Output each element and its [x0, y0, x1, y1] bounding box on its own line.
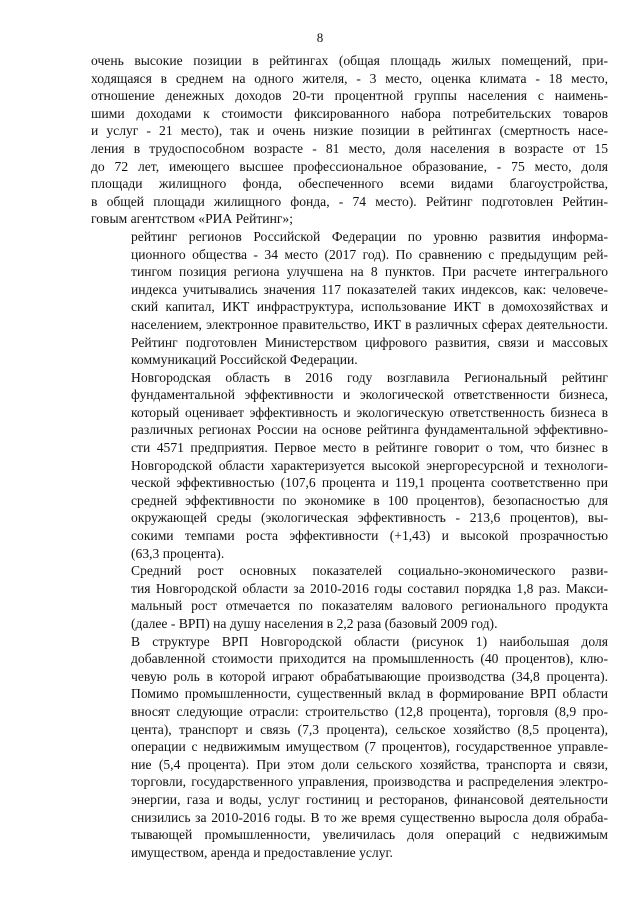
paragraph — [91, 52, 608, 228]
text-line: Новгородской области характеризуется высокой энергоресурсной и технологи- — [131, 457, 608, 473]
text-line: энергии, газа и воды, услуг гостиниц и ресторанов, финансовой деятельности — [131, 791, 608, 807]
text-line: окружающей среды (экологическая эффективность - 213,6 процентов), вы- — [131, 510, 608, 526]
text-line: Новгородская область в 2016 году возглавила Региональный рейтинг — [131, 369, 608, 385]
text-line: отношение денежных доходов 20-ти процентной группы населения с наимень- — [91, 88, 608, 104]
text-line: сокими темпами роста эффективности (+1,43) и высокой прозрачностью — [131, 528, 608, 544]
text-line: тингом позиция региона улучшена на 8 пунктов. При расчете интегрального — [131, 264, 608, 280]
text-line: торговли, государственного управления, производства и распределения электро- — [131, 774, 608, 790]
text-line: шими доходами к стоимости фиксированного набора потребительских товаров — [91, 105, 608, 121]
text-line: операции с недвижимым имуществом (7 процентов), государственное управле- — [131, 739, 608, 755]
text-line: до 72 лет, имеющего высшее профессиональное образование, - 75 место, доля — [91, 158, 608, 174]
paragraph — [91, 633, 608, 862]
text-line: рейтинг регионов Российской Федерации по уровню развития информа- — [131, 228, 608, 244]
text-line: вносят следующие отрасли: строительство (12,8 процента), торговля (8,9 про- — [131, 703, 608, 719]
text-line: коммуникаций Российской Федерации. — [131, 352, 358, 368]
text-line: фундаментальной эффективности и экологической ответственности бизнеса, — [131, 387, 608, 403]
paragraph — [91, 228, 608, 369]
text-line: средней эффективности по экономике в 100 процентов), безопасностью для — [131, 492, 608, 508]
text-line: Средний рост основных показателей социально-экономического разви- — [131, 563, 608, 579]
text-line: и услуг - 21 место), так и очень низкие позиции в рейтингах (смертность насе- — [91, 123, 608, 139]
text-line: добавленной стоимости приходится на промышленность (40 процентов), клю- — [131, 651, 608, 667]
page-number: 8 — [316, 30, 324, 45]
document-body — [91, 52, 608, 861]
text-line: снизились за 2010-2016 годы. В то же время существенно выросла доля обраба- — [131, 809, 608, 825]
text-line: сти 4571 предприятия. Первое место в рейтинге говорит о том, что бизнес в — [131, 440, 608, 456]
text-line: Рейтинг подготовлен Министерством цифрового развития, связи и массовых — [131, 334, 608, 350]
text-line: В структуре ВРП Новгородской области (рисунок 1) наибольшая доля — [131, 633, 608, 649]
text-line: мальный рост отмечается по показателям валового регионального продукта — [131, 598, 608, 614]
text-line: тывающей промышленности, увеличилась доля операций с недвижимым — [131, 827, 608, 843]
text-line: говым агентством «РИА Рейтинг»; — [91, 211, 293, 227]
text-line: различных регионах России на основе рейтинга фундаментальной эффективно- — [131, 422, 608, 438]
text-line: (далее - ВРП) на душу населения в 2,2 раза (базовый 2009 год). — [131, 616, 498, 631]
paragraph — [91, 369, 608, 563]
text-line: ходящаяся в среднем на одного жителя, - 3 место, оценка климата - 18 место, — [91, 70, 608, 86]
text-line: ческой эффективностью (107,6 процента и 119,1 процента соответственно при — [131, 475, 608, 491]
text-line: ления в трудоспособном возрасте - 81 место, доля населения в возрасте от 15 — [91, 140, 608, 156]
text-line: населением, электронное правительство, ИКТ в различных сферах деятельности. — [131, 316, 608, 332]
text-line: имуществом, аренда и предоставление услуг. — [131, 844, 393, 860]
text-line: Помимо промышленности, существенный вклад в формирование ВРП области — [131, 686, 608, 702]
text-line: тия Новгородской области за 2010-2016 годы составил порядка 1,8 раз. Макси- — [131, 580, 608, 596]
text-line: индекса учитывались значения 117 показателей таких индексов, как: человече- — [131, 281, 608, 297]
text-line: который оценивает эффективность и экологическую ответственность бизнеса в — [131, 404, 608, 420]
text-line: ние (5,4 процента). При этом доли сельского хозяйства, транспорта и связи, — [131, 756, 608, 772]
text-line: площади жилищного фонда, обеспеченного всеми видами благоустройства, — [91, 176, 608, 192]
text-line: ский капитал, ИКТ инфраструктура, использование ИКТ в домохозяйствах и — [131, 299, 608, 315]
text-line: в общей площади жилищного фонда, - 74 место). Рейтинг подготовлен Рейтин- — [91, 193, 608, 209]
text-line: цента), транспорт и связь (7,3 процента), сельское хозяйство (8,5 процента), — [131, 721, 608, 737]
paragraph — [91, 562, 608, 632]
text-line: ционного общества - 34 место (2017 год). По сравнению с предыдущим рей- — [131, 246, 608, 262]
text-line: чевую роль в которой играют обрабатывающие производства (34,8 процента). — [131, 668, 608, 684]
text-line: очень высокие позиции в рейтингах (общая площадь жилых помещений, при- — [91, 53, 608, 68]
text-line: (63,3 процента). — [131, 545, 225, 561]
